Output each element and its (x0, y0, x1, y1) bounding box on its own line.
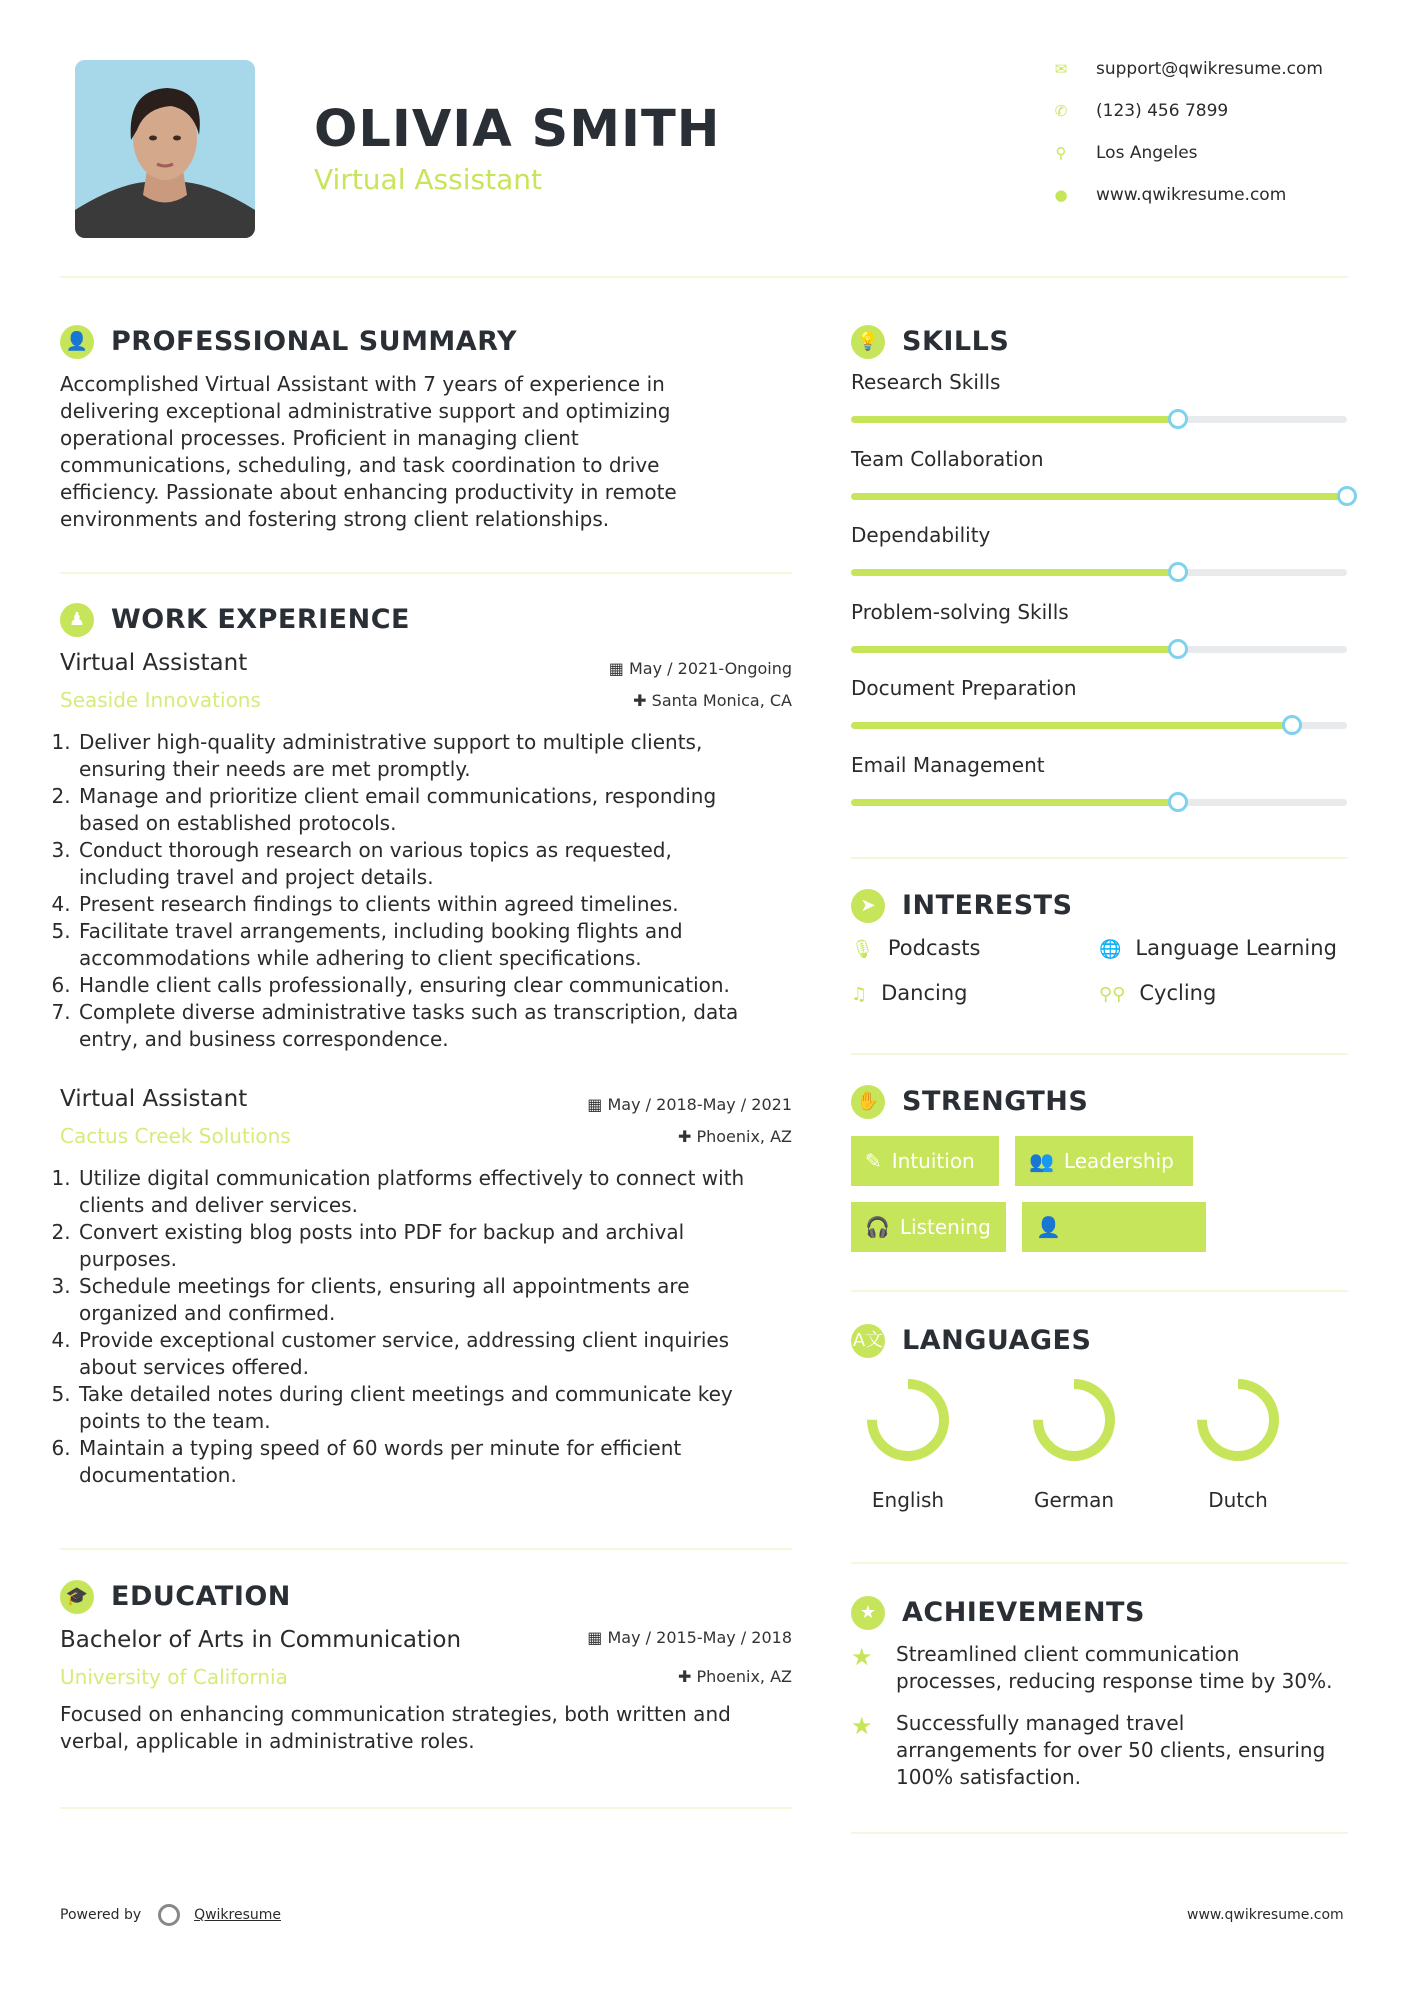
achievement-2: Successfully managed travel arrangements for over 50 clients, ensuring 100% satisfaction. (896, 1711, 1326, 1789)
avatar (75, 60, 255, 238)
star-icon: ★ (851, 1712, 873, 1740)
graduation-cap-icon: 🎓 (60, 1580, 94, 1614)
calendar-icon: ▦ (587, 1095, 608, 1114)
education-school: University of California (60, 1665, 288, 1689)
location-icon: ⚲ (1055, 144, 1067, 162)
skill-bar-knob (1337, 486, 1357, 506)
interest-podcasts: 🎙 Podcasts (851, 936, 981, 960)
job-1-company: Seaside Innovations (60, 688, 261, 712)
footer-url: www.qwikresume.com (1187, 1907, 1344, 1923)
skill-bar-knob (1168, 792, 1188, 812)
calendar-icon: ▦ (587, 1628, 608, 1647)
language-ring-arc (872, 1384, 944, 1456)
header-divider (60, 276, 1348, 278)
list-item: 4. Provide exceptional customer service, addressing client inquiries about services offered. (77, 1327, 817, 1381)
skills-divider (851, 857, 1348, 859)
skill-bar-fill (851, 493, 1347, 500)
skill-name: Document Preparation (851, 676, 1077, 700)
language-ring-arc (1202, 1384, 1274, 1456)
language-label: German (1033, 1488, 1115, 1512)
skill-bar-fill (851, 799, 1178, 806)
briefcase-icon: ♟ (60, 603, 94, 637)
language-label: English (871, 1488, 945, 1512)
skill-bar-track (851, 722, 1347, 729)
list-item: 2. Manage and prioritize client email communications, responding based on established protocols. (77, 783, 817, 837)
strengths-divider (851, 1290, 1348, 1292)
skills-title: SKILLS (902, 326, 1010, 357)
list-item: 6. Maintain a typing speed of 60 words per minute for efficient documentation. (77, 1435, 817, 1489)
summary-title: PROFESSIONAL SUMMARY (111, 326, 518, 357)
list-item: 5. Take detailed notes during client meetings and communicate key points to the team. (77, 1381, 817, 1435)
achievements-title: ACHIEVEMENTS (902, 1597, 1145, 1628)
skill-bar-knob (1168, 562, 1188, 582)
skill-name: Team Collaboration (851, 446, 1044, 471)
achievements-divider (851, 1832, 1348, 1834)
skill-bar-fill (851, 722, 1292, 729)
hand-icon: ✋ (851, 1085, 885, 1119)
globe-icon: ● (1054, 186, 1068, 204)
job-2-title: Virtual Assistant (60, 1086, 248, 1112)
job-1-title: Virtual Assistant (60, 650, 248, 676)
interests-divider (851, 1053, 1348, 1055)
contact-website: ● www.qwikresume.com (1052, 185, 1286, 205)
skill-bar-fill (851, 646, 1178, 653)
education-degree: Bachelor of Arts in Communication (60, 1627, 462, 1653)
skill-name: Email Management (851, 752, 1045, 777)
translate-icon: A文 (851, 1324, 885, 1358)
microphone-icon: 🎙 (851, 939, 874, 960)
contact-email: ✉ support@qwikresume.com (1052, 59, 1323, 79)
language-ring-arc (1038, 1384, 1110, 1456)
skill-bar-fill (851, 416, 1178, 423)
paper-plane-icon: ➤ (851, 889, 885, 923)
education-divider (60, 1807, 792, 1809)
job-2-duties (57, 1165, 817, 1489)
qwikresume-logo-icon (158, 1904, 180, 1926)
interest-cycling: ⚲⚲ Cycling (1099, 981, 1217, 1005)
pin-icon: ✚ (677, 1667, 697, 1686)
skill-bar-track (851, 416, 1347, 423)
list-item: 3. Schedule meetings for clients, ensuring all appointments are organized and confirmed. (77, 1273, 817, 1327)
job-1-duties (57, 729, 817, 1053)
headphones-icon: 🎧 (865, 1215, 890, 1239)
skill-bar-knob (1168, 409, 1188, 429)
experience-divider (60, 1548, 792, 1550)
pin-icon: ✚ (677, 1127, 697, 1146)
group-icon: 👥 (1029, 1149, 1054, 1173)
job-1-location: ✚ Santa Monica, CA (633, 691, 792, 710)
experience-title: WORK EXPERIENCE (111, 604, 410, 635)
strength-tag-mentorship: 👤+ Mentorship (1022, 1202, 1206, 1252)
list-item: 3. Conduct thorough research on various topics as requested, including travel and project details. (77, 837, 817, 891)
job-2-company: Cactus Creek Solutions (60, 1124, 291, 1148)
job-1-dates: ▦ May / 2021-Ongoing (608, 659, 792, 678)
list-item: 1. Utilize digital communication platforms effectively to connect with clients and deliver services. (77, 1165, 817, 1219)
globe-icon: 🌐 (1099, 939, 1122, 960)
skill-bar-track (851, 493, 1347, 500)
interest-language-learning: 🌐 Language Learning (1099, 936, 1337, 960)
summary-divider (60, 572, 792, 574)
strengths-title: STRENGTHS (902, 1086, 1089, 1117)
education-location: ✚ Phoenix, AZ (677, 1667, 792, 1686)
strength-tag-leadership: 👥 Leadership (1015, 1136, 1193, 1186)
education-dates: ▦ May / 2015-May / 2018 (587, 1628, 792, 1647)
language-ring (1188, 1370, 1288, 1470)
skill-bar-fill (851, 569, 1178, 576)
skill-name: Research Skills (851, 370, 1001, 394)
job-2-location: ✚ Phoenix, AZ (677, 1127, 792, 1146)
magic-wand-icon: ✎ (865, 1149, 882, 1173)
skill-name: Dependability (851, 523, 991, 547)
qwikresume-link[interactable]: Qwikresume (194, 1907, 282, 1923)
skill-bar-knob (1168, 639, 1188, 659)
list-item: 1. Deliver high-quality administrative support to multiple clients, ensuring their needs are met promptly. (77, 729, 817, 783)
achievement-1: Streamlined client communication processes, reducing response time by 30%. (896, 1642, 1333, 1693)
languages-divider (851, 1562, 1348, 1564)
language-ring (1024, 1370, 1124, 1470)
skills-list (851, 370, 1351, 820)
strength-tag-intuition: ✎ Intuition (851, 1136, 999, 1186)
education-text: Focused on enhancing communication strategies, both written and verbal, applicable in administrative roles. (60, 1702, 731, 1753)
list-item: 5. Facilitate travel arrangements, including booking flights and accommodations while adhering to client specifications. (77, 918, 817, 972)
interest-dancing: ♫ Dancing (851, 981, 968, 1005)
strength-tag-listening: 🎧 Listening (851, 1202, 1006, 1252)
job-2-dates: ▦ May / 2018-May / 2021 (587, 1095, 792, 1114)
skill-bar-track (851, 799, 1347, 806)
languages-list (851, 1370, 1351, 1520)
lightbulb-icon: 💡 (851, 325, 885, 359)
skill-bar-knob (1282, 715, 1302, 735)
language-label: Dutch (1208, 1488, 1268, 1512)
bicycle-icon: ⚲⚲ (1099, 984, 1126, 1005)
phone-icon: ✆ (1054, 102, 1068, 120)
candidate-role: Virtual Assistant (314, 163, 542, 196)
skill-bar-track (851, 646, 1347, 653)
trophy-icon: ★ (851, 1596, 885, 1630)
envelope-icon: ✉ (1054, 60, 1068, 78)
education-title: EDUCATION (111, 1581, 291, 1612)
footer-powered: Powered by Qwikresume (60, 1904, 281, 1926)
user-plus-icon: 👤+ (1036, 1215, 1061, 1289)
list-item: 4. Present research findings to clients within agreed timelines. (77, 891, 817, 918)
language-ring (858, 1370, 958, 1470)
contact-location: ⚲ Los Angeles (1052, 143, 1198, 163)
calendar-icon: ▦ (608, 659, 629, 678)
candidate-name: OLIVIA SMITH (314, 100, 721, 159)
star-icon: ★ (851, 1643, 873, 1671)
languages-title: LANGUAGES (902, 1325, 1092, 1356)
list-item: 7. Complete diverse administrative tasks such as transcription, data entry, and business correspondence. (77, 999, 817, 1053)
skill-bar-track (851, 569, 1347, 576)
pin-icon: ✚ (633, 691, 652, 710)
contact-phone: ✆ (123) 456 7899 (1052, 101, 1228, 121)
interests-title: INTERESTS (902, 890, 1073, 921)
music-note-icon: ♫ (851, 984, 868, 1005)
user-icon: 👤 (60, 325, 94, 359)
summary-text: Accomplished Virtual Assistant with 7 years of experience in delivering exceptional administrative support and optimizing operational processes. Proficient in managing client communications, scheduling, and task coordination to drive efficiency. Passionate about enhancing productivity in remote environments and fostering strong client relationships. (60, 372, 677, 531)
list-item: 2. Convert existing blog posts into PDF for backup and archival purposes. (77, 1219, 817, 1273)
list-item: 6. Handle client calls professionally, ensuring clear communication. (77, 972, 817, 999)
skill-name: Problem-solving Skills (851, 599, 1069, 624)
